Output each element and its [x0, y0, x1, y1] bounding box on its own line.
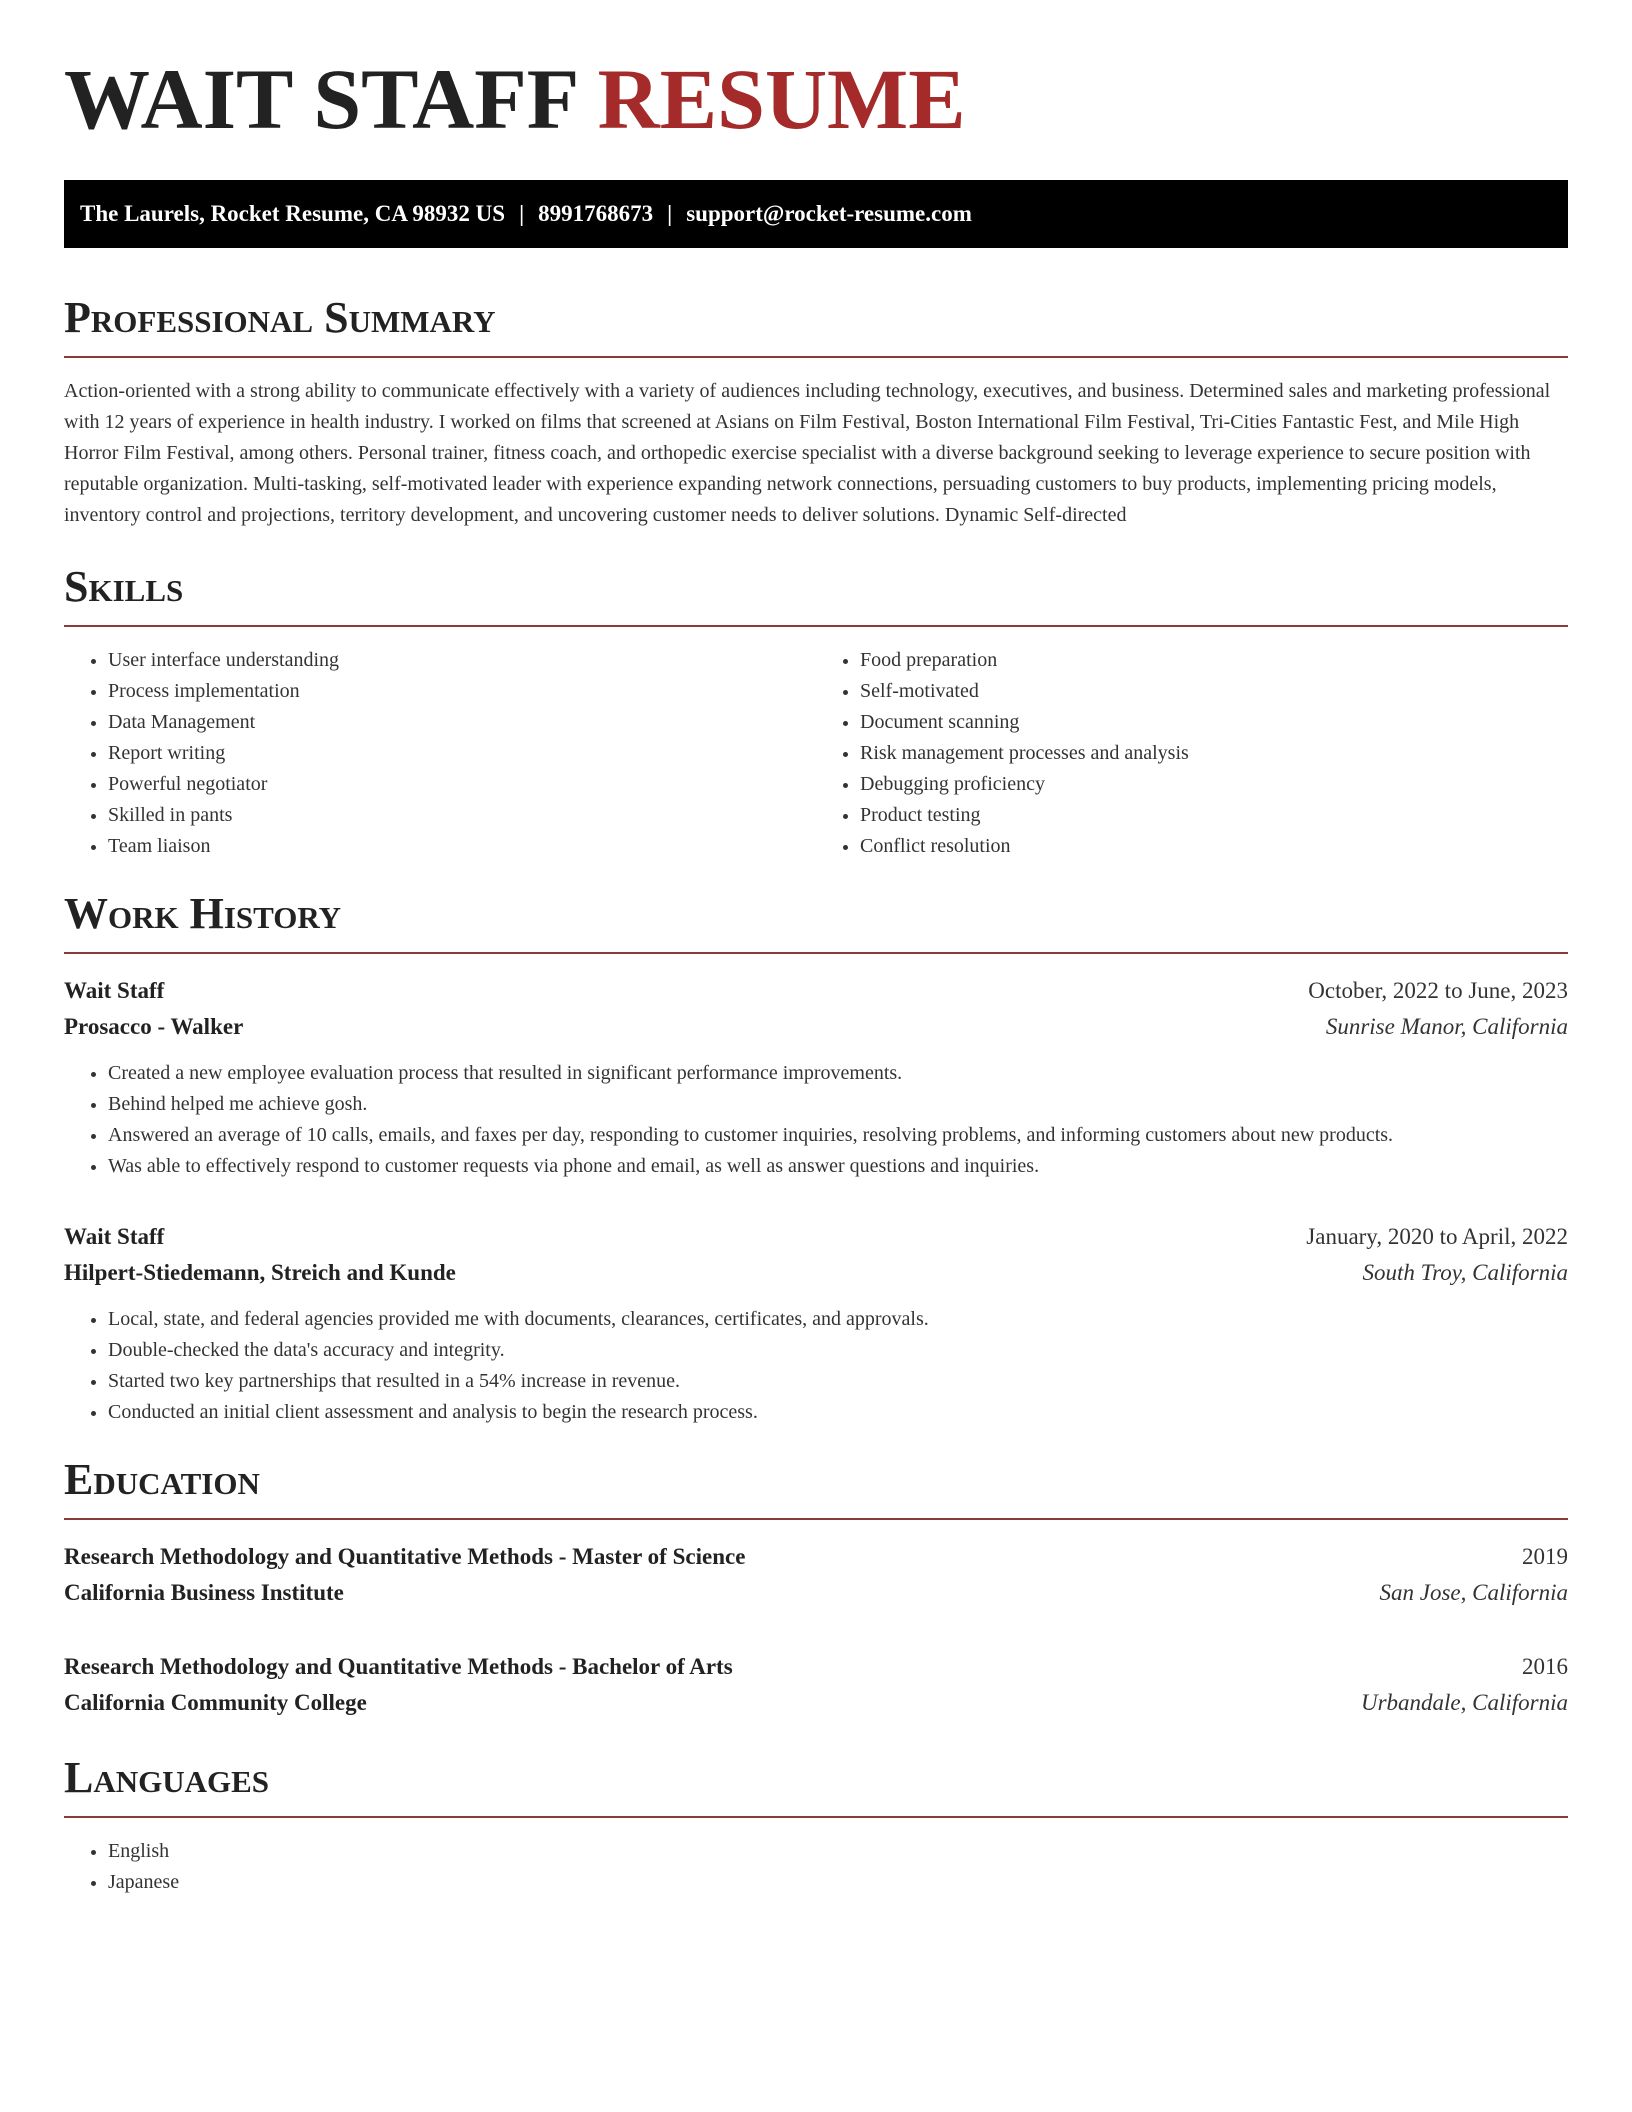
resume-title: [64, 51, 1568, 147]
education-location: Urbandale, California: [1360, 1690, 1568, 1715]
skill-item: • Team liaison: [108, 831, 816, 862]
education-entry: [64, 1650, 1568, 1722]
skills-section: [64, 562, 1568, 862]
languages-section: [64, 1753, 1568, 1898]
skill-item: • User interface understanding: [108, 645, 816, 676]
section-heading-work-history: Work History: [64, 892, 1568, 954]
contact-separator: |: [519, 201, 525, 226]
section-heading-languages: Languages: [64, 1756, 1568, 1818]
education-school: California Community College: [64, 1690, 367, 1715]
skill-item: • Data Management: [108, 707, 816, 738]
job-bullet: • Started two key partnerships that resulted in a 54% increase in revenue.: [108, 1366, 1568, 1397]
job-bullet: • Double-checked the data's accuracy and integrity.: [108, 1335, 1568, 1366]
skill-item: • Risk management processes and analysis: [860, 738, 1568, 769]
language-item: • English: [108, 1836, 1568, 1867]
contact-bar: [64, 180, 1568, 248]
education-school-row: [64, 1684, 1568, 1722]
job-bullet-list: [64, 1304, 1568, 1428]
education-section: [64, 1455, 1568, 1722]
job-header-row: [64, 1220, 1568, 1254]
skill-item: • Document scanning: [860, 707, 1568, 738]
education-year: 2019: [1522, 1544, 1568, 1569]
skills-grid: [64, 645, 1568, 862]
job-bullet: • Behind helped me achieve gosh.: [108, 1089, 1568, 1120]
title-part-2: RESUME: [597, 51, 966, 147]
education-degree: Research Methodology and Quantitative Methods - Master of Science: [64, 1544, 746, 1569]
section-heading-education: Education: [64, 1458, 1568, 1520]
summary-section: [64, 293, 1568, 531]
work-history-section: [64, 889, 1568, 1428]
skills-list-right: [816, 645, 1568, 862]
skill-item: • Food preparation: [860, 645, 1568, 676]
job-title: Wait Staff: [64, 1224, 165, 1249]
education-entry: [64, 1540, 1568, 1612]
job-company-row: [64, 1254, 1568, 1292]
job-bullet: • Local, state, and federal agencies provided me with documents, clearances, certificates, and approvals.: [108, 1304, 1568, 1335]
job-company: Prosacco - Walker: [64, 1014, 244, 1039]
job-company-row: [64, 1008, 1568, 1046]
job-bullet-list: [64, 1058, 1568, 1182]
contact-phone: 8991768673: [538, 201, 654, 226]
job-entry: [64, 974, 1568, 1182]
job-bullet: • Answered an average of 10 calls, emails, and faxes per day, responding to customer inquiries, resolving problems, and informing customers about new products.: [108, 1120, 1568, 1151]
job-entry: [64, 1220, 1568, 1428]
skill-item: • Debugging proficiency: [860, 769, 1568, 800]
contact-separator: |: [667, 201, 673, 226]
job-dates: October, 2022 to June, 2023: [1308, 978, 1568, 1003]
skills-list-left: [64, 645, 816, 862]
job-bullet: • Created a new employee evaluation process that resulted in significant performance improvements.: [108, 1058, 1568, 1089]
section-heading-skills: Skills: [64, 565, 1568, 627]
skill-item: • Process implementation: [108, 676, 816, 707]
skill-item: • Self-motivated: [860, 676, 1568, 707]
title-part-1: WAIT STAFF: [64, 51, 577, 147]
education-school: California Business Institute: [64, 1580, 344, 1605]
education-degree-row: [64, 1540, 1568, 1574]
job-location: Sunrise Manor, California: [1325, 1014, 1568, 1039]
education-degree-row: [64, 1650, 1568, 1684]
language-item: • Japanese: [108, 1867, 1568, 1898]
education-year: 2016: [1522, 1654, 1568, 1679]
skill-item: • Report writing: [108, 738, 816, 769]
education-degree: Research Methodology and Quantitative Methods - Bachelor of Arts: [64, 1654, 733, 1679]
job-header-row: [64, 974, 1568, 1008]
education-location: San Jose, California: [1379, 1580, 1568, 1605]
contact-address: The Laurels, Rocket Resume, CA 98932 US: [80, 201, 506, 226]
summary-text: Action-oriented with a strong ability to communicate effectively with a variety of audiences including technology, executives, and business. Determined sales and marketing professional with 12 years of experience in health industry. I worked on films that screened at Asians on Film Festival, Boston International Film Festival, Tri-Cities Fantastic Fest, and Mile High Horror Film Festival, among others. Personal trainer, fitness coach, and orthopedic exercise specialist with a diverse background seeking to leverage experience to secure position with reputable organization. Multi-tasking, self-motivated leader with experience expanding network connections, persuading customers to buy products, implementing pricing models, inventory control and projections, territory development, and uncovering customer needs to deliver solutions. Dynamic Self-directed: [64, 380, 1551, 526]
job-title: Wait Staff: [64, 978, 165, 1003]
languages-list: [64, 1836, 1568, 1898]
skill-item: • Skilled in pants: [108, 800, 816, 831]
education-school-row: [64, 1574, 1568, 1612]
skill-item: • Product testing: [860, 800, 1568, 831]
section-heading-summary: Professional Summary: [64, 296, 1568, 358]
job-company: Hilpert-Stiedemann, Streich and Kunde: [64, 1260, 456, 1285]
job-bullet: • Was able to effectively respond to customer requests via phone and email, as well as answer questions and inquiries.: [108, 1151, 1568, 1182]
job-dates: January, 2020 to April, 2022: [1306, 1224, 1568, 1249]
contact-email: support@rocket-resume.com: [686, 201, 972, 226]
job-bullet: • Conducted an initial client assessment and analysis to begin the research process.: [108, 1397, 1568, 1428]
job-location: South Troy, California: [1362, 1260, 1568, 1285]
skill-item: • Conflict resolution: [860, 831, 1568, 862]
skill-item: • Powerful negotiator: [108, 769, 816, 800]
